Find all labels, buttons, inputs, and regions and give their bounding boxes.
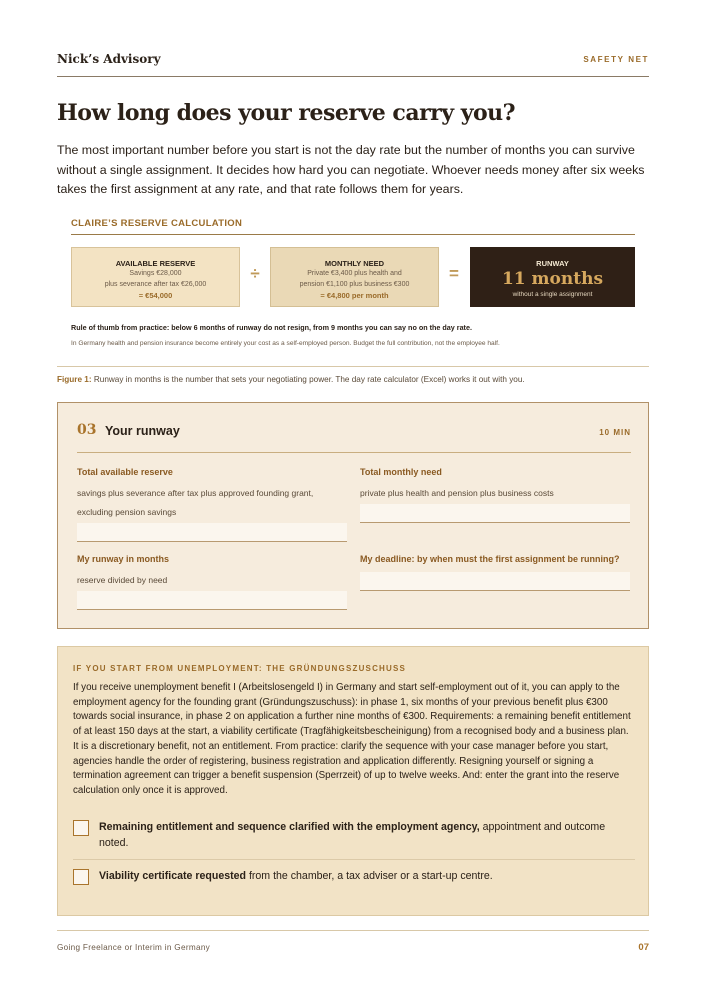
footer-text: Going Freelance or Interim in Germany bbox=[57, 943, 211, 952]
page-footer bbox=[57, 930, 649, 953]
worksheet-time: 10 MIN bbox=[599, 428, 631, 437]
checklist-rest: from the chamber, a tax adviser or a start-up centre. bbox=[246, 870, 493, 882]
field-deadline bbox=[360, 552, 630, 591]
field-total-reserve bbox=[77, 465, 347, 542]
worksheet-number: 03 bbox=[77, 422, 97, 438]
checklist-divider bbox=[73, 859, 635, 860]
reserve-input[interactable] bbox=[77, 523, 347, 542]
grant-title: IF YOU START FROM UNEMPLOYMENT: THE GRÜNDUNGSZUSCHUSS bbox=[73, 664, 407, 673]
deadline-input[interactable] bbox=[360, 572, 630, 591]
field-monthly-need bbox=[360, 465, 630, 523]
section-tag: SAFETY NET bbox=[583, 55, 649, 64]
reserve-line-2: plus severance after tax €26,000 bbox=[104, 281, 207, 288]
calculation-boxes bbox=[71, 247, 635, 307]
worksheet-header bbox=[77, 422, 631, 453]
intro-paragraph: The most important number before you start is not the day rate but the number of months you can survive without a single assignment. It decides how hard you can negotiate. Whoever needs money after six weeks takes the first assignment at any rate, and that rate follows them for years. bbox=[57, 143, 645, 196]
need-line-2: pension €1,100 plus business €300 bbox=[299, 281, 410, 288]
need-line-1: Private €3,400 plus health and bbox=[307, 270, 402, 277]
grant-text: If you receive unemployment benefit I (Arbeitslosengeld I) in Germany and start self-employment out of it, you can apply to the employment agency for the founding grant (Gründungszuschuss): in phase 1, six months of your previous benefit plus €300 towards social insurance, in phase 2 on application a further nine months of €300. Requirements: a remaining benefit entitlement of at least 150 days at the start, a viability certificate (Tragfähigkeitsbescheinigung) from a recognised body and a business plan. It is a discretionary benefit, not an entitlement. From practice: clarify the sequence with your case manager before you start, agencies handle the order of registering, business registration and application differently. Resigning yourself or signing a termination agreement can trigger a benefit suspension (Sperrzeit) of up to twelve weeks. And: enter the grant into the reserve calculation only once it is approved. bbox=[73, 682, 631, 796]
page-number: 07 bbox=[638, 942, 649, 953]
need-box bbox=[270, 247, 439, 307]
checklist-text bbox=[99, 868, 635, 884]
equals-symbol: = bbox=[449, 264, 459, 283]
runway-sub: without a single assignment bbox=[512, 291, 593, 298]
reserve-calculation-figure bbox=[71, 218, 635, 347]
reserve-line-1: Savings €28,000 bbox=[129, 270, 182, 277]
field-label: Total available reserve bbox=[77, 467, 173, 477]
field-label: Total monthly need bbox=[360, 467, 442, 477]
reserve-box bbox=[71, 247, 240, 307]
insurance-note: In Germany health and pension insurance become entirely your cost as a self-employed person. Budget the full contribution, not the employee half. bbox=[71, 340, 500, 347]
worksheet-title: Your runway bbox=[105, 424, 180, 438]
checklist-item bbox=[73, 868, 635, 884]
founding-grant-box bbox=[57, 646, 649, 916]
checkbox[interactable] bbox=[73, 869, 89, 885]
field-label: My deadline: by when must the first assignment be running? bbox=[360, 554, 620, 564]
checklist-rest: appointment and outcome noted. bbox=[99, 821, 606, 849]
checklist-bold: Remaining entitlement and sequence clarified with the employment agency, bbox=[99, 821, 480, 833]
divide-symbol: ÷ bbox=[250, 264, 260, 283]
page-title: How long does your reserve carry you? bbox=[57, 100, 516, 126]
runway-box bbox=[470, 247, 635, 307]
divider bbox=[57, 366, 649, 367]
field-hint: private plus health and pension plus business costs bbox=[360, 488, 554, 498]
monthly-need-input[interactable] bbox=[360, 504, 630, 523]
page-header bbox=[57, 52, 649, 77]
field-runway-months bbox=[77, 552, 347, 610]
field-hint: reserve divided by need bbox=[77, 575, 168, 585]
reserve-label: AVAILABLE RESERVE bbox=[115, 259, 196, 268]
brand-name: Nick’s Advisory bbox=[57, 52, 161, 66]
checklist-text bbox=[99, 819, 635, 851]
field-label: My runway in months bbox=[77, 554, 170, 564]
checklist-item bbox=[73, 819, 635, 851]
figure-caption-text: Runway in months is the number that sets your negotiating power. The day rate calculator (Excel) works it out with you. bbox=[91, 375, 525, 384]
field-hint: savings plus severance after tax plus approved founding grant, excluding pension savings bbox=[77, 488, 314, 517]
runway-input[interactable] bbox=[77, 591, 347, 610]
checklist-bold: Viability certificate requested bbox=[99, 870, 246, 882]
runway-value: 11 months bbox=[501, 269, 604, 289]
calculation-heading: CLAIRE’S RESERVE CALCULATION bbox=[71, 218, 635, 235]
runway-label: RUNWAY bbox=[536, 259, 569, 268]
checkbox[interactable] bbox=[73, 820, 89, 836]
figure-label: Figure 1: bbox=[57, 375, 92, 384]
reserve-result: = €54,000 bbox=[138, 291, 173, 300]
worksheet-panel bbox=[57, 402, 649, 629]
need-result: = €4,800 per month bbox=[320, 291, 389, 300]
rule-of-thumb: Rule of thumb from practice: below 6 months of runway do not resign, from 9 months you can say no on the day rate. bbox=[71, 323, 472, 332]
need-label: MONTHLY NEED bbox=[324, 259, 385, 268]
figure-caption bbox=[57, 375, 525, 384]
